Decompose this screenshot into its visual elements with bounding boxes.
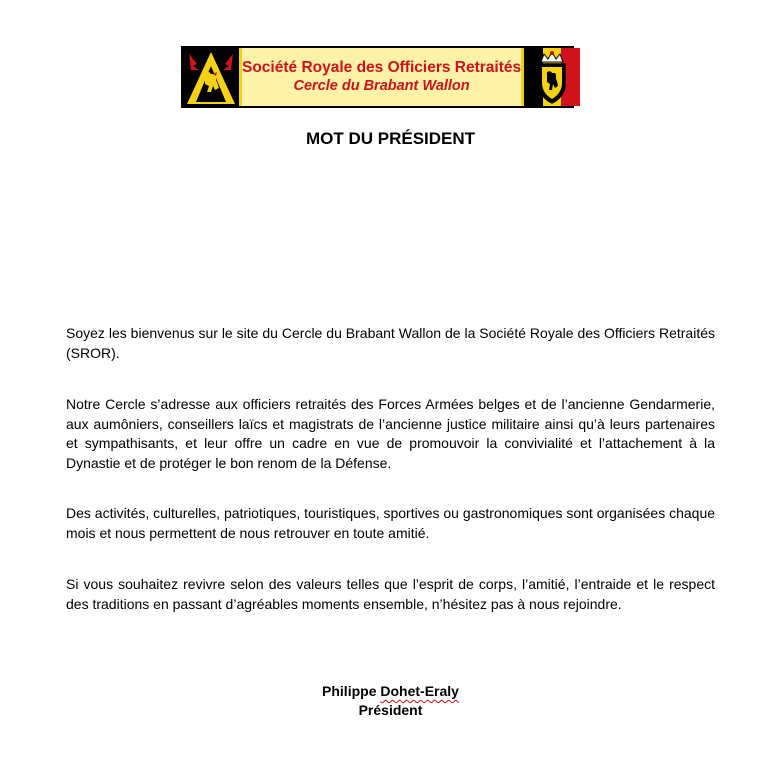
- president-first-name: Philippe: [322, 683, 381, 699]
- page-title: MOT DU PRÉSIDENT: [305, 129, 476, 148]
- president-name: [0, 682, 777, 701]
- banner-text-area: [239, 48, 524, 106]
- organization-title: Société Royale des Officiers Retraités: [242, 59, 522, 76]
- president-last-name: Dohet-Eraly: [380, 683, 459, 699]
- circle-subtitle: Cercle du Brabant Wallon: [293, 78, 470, 94]
- president-role: Président: [358, 702, 423, 718]
- welcome-paragraph: Soyez les bienvenus sur le site du Cercle du Brabant Wallon de la Société Royale des Officiers Retraités (SROR).: [66, 325, 715, 361]
- header-banner: [181, 46, 574, 108]
- invitation-paragraph: Si vous souhaitez revivre selon des valeurs telles que l’esprit de corps, l’amitié, l’entraide et le respect des traditions en passant d’agréables moments ensemble, n’hésitez pas à nous rejoindre.: [66, 576, 715, 612]
- brabant-wallon-lion-icon: [183, 48, 239, 106]
- mission-paragraph: Notre Cercle s’adresse aux officiers retraités des Forces Armées belges et de l’ancienne Gendarmerie, aux aumôniers, conseillers laïcs et magistrats de l’ancienne justice militaire ainsi qu’à leurs partenaires et sympathisants, et leur offre un cadre en vue de promouvoir la convivialité et l’attachement à la Dynastie et de protéger le bon renom de la Défense.: [66, 396, 715, 471]
- crowned-lion-shield-icon: [524, 48, 580, 106]
- activities-paragraph: Des activités, culturelles, patriotiques, touristiques, sportives ou gastronomiques sont organisées chaque mois et nous permettent de nous retrouver en toute amitié.: [66, 505, 716, 541]
